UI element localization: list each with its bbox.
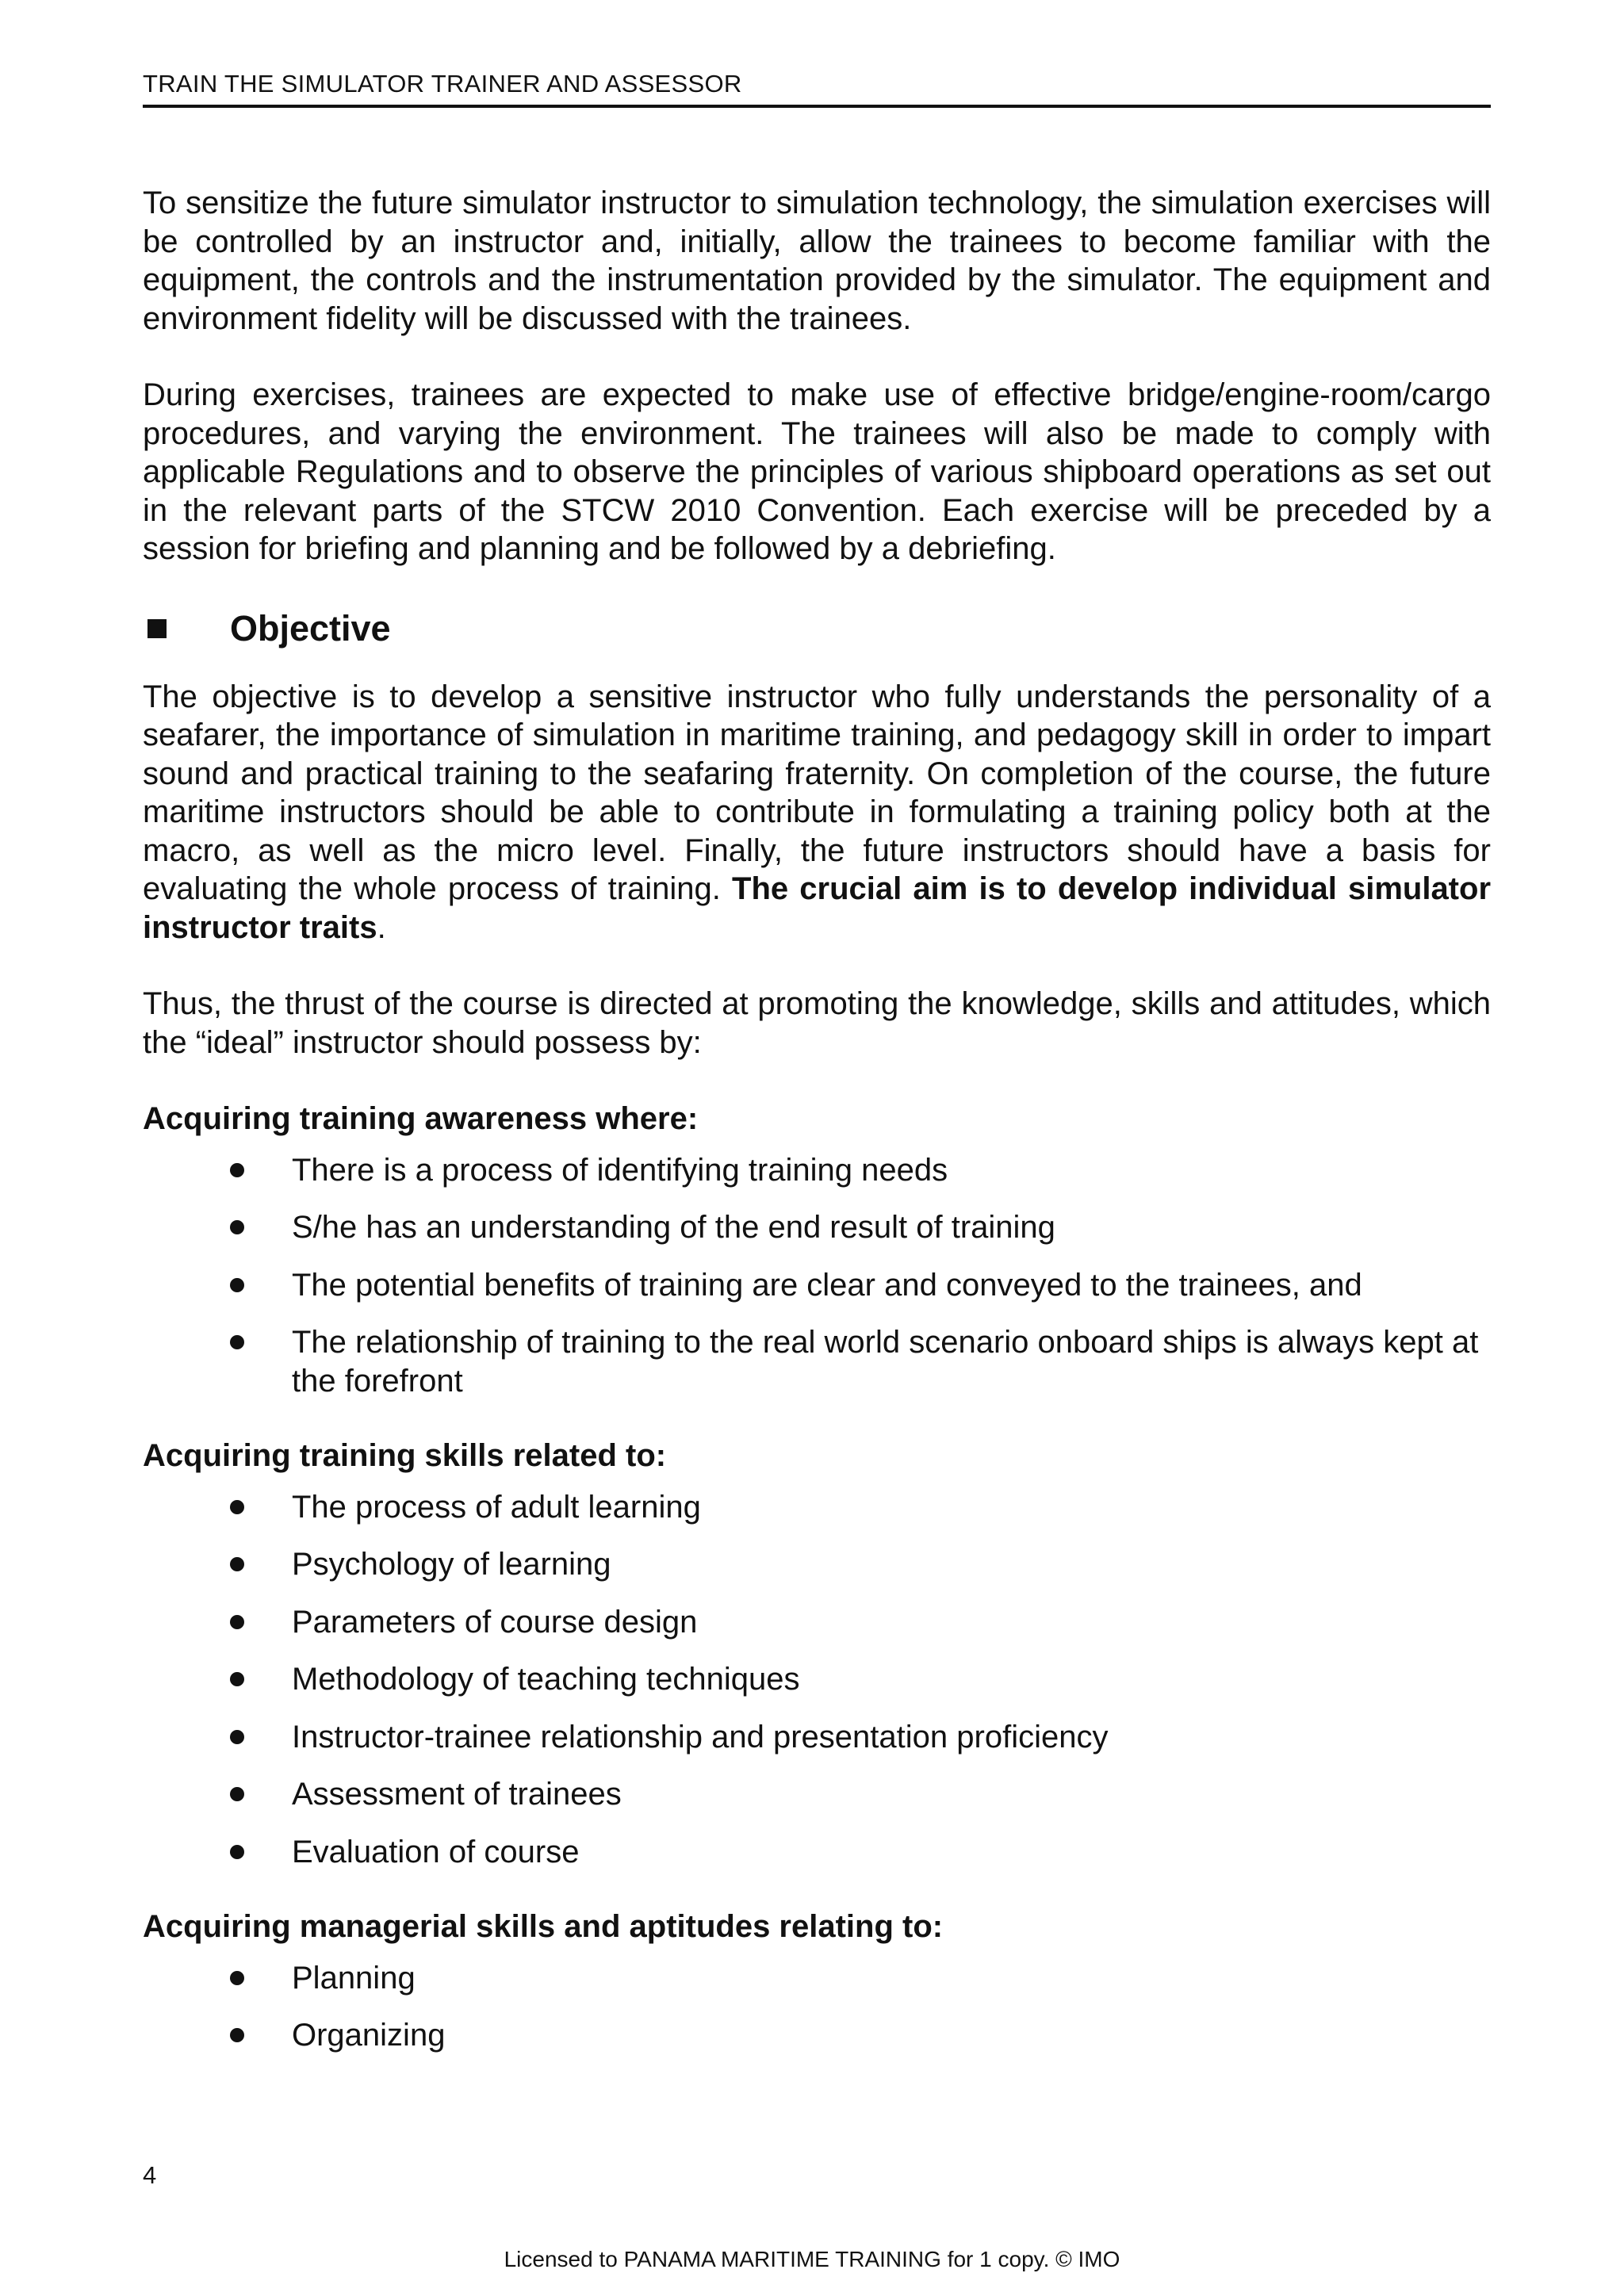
bullet-dot-icon xyxy=(230,1163,244,1177)
bullet-dot-icon xyxy=(230,1971,244,1985)
list-item xyxy=(143,1323,1491,1400)
list-item-text: The relationship of training to the real world scenario onboard ships is always kept at the forefront xyxy=(292,1325,1479,1399)
square-bullet-icon xyxy=(147,619,167,638)
list-item xyxy=(143,1266,1491,1305)
bullet-dot-icon xyxy=(230,1278,244,1292)
list-item-text: Methodology of teaching techniques xyxy=(292,1662,800,1697)
managerial-heading: Acquiring managerial skills and aptitudes relating to: xyxy=(143,1909,944,1944)
objective-paragraph-end: . xyxy=(377,909,386,945)
page-number: 4 xyxy=(143,2161,157,2189)
list-item xyxy=(143,1545,1491,1584)
objective-paragraph-text: The objective is to develop a sensitive instructor who fully understands the personality of a seafarer, the importance of simulation in maritime training, and pedagogy skill in order to impart sound and practical training to the seafaring fraternity. On completion of the course, the future maritime instructors should be able to contribute in formulating a training policy both at the macro, as well as the micro level. Finally, the future instructors should have a basis for evaluating the whole process of training. xyxy=(143,679,1491,906)
list-item-text: Organizing xyxy=(292,2018,446,2053)
list-item-text: Planning xyxy=(292,1960,416,1996)
list-item-text: Instructor-trainee relationship and presentation proficiency xyxy=(292,1719,1109,1755)
skills-heading: Acquiring training skills related to: xyxy=(143,1438,667,1473)
list-item xyxy=(143,1775,1491,1814)
list-item xyxy=(143,1151,1491,1190)
bullet-dot-icon xyxy=(230,1672,244,1686)
bullet-dot-icon xyxy=(230,1787,244,1801)
intro-paragraph-2: During exercises, trainees are expected to make use of effective bridge/engine-room/cargo procedures, and varying the environment. The trainees will also be made to comply with applicable Regulations and to observe the principles of various shipboard operations as set out in the relevant parts of the STCW 2010 Convention. Each exercise will be preceded by a session for briefing and planning and be followed by a debriefing. xyxy=(143,377,1491,566)
objective-paragraph-2: Thus, the thrust of the course is directed at promoting the knowledge, skills and attitudes, which the “ideal” instructor should possess by: xyxy=(143,986,1491,1060)
objective-heading xyxy=(143,607,1491,651)
skills-list xyxy=(143,1488,1491,1872)
list-item xyxy=(143,2016,1491,2055)
bullet-dot-icon xyxy=(230,1730,244,1744)
intro-paragraph-1: To sensitize the future simulator instructor to simulation technology, the simulation exercises will be controlled by an instructor and, initially, allow the trainees to become familiar with the equipment, the controls and the instrumentation provided by the simulator. The equipment and environment fidelity will be discussed with the trainees. xyxy=(143,186,1491,336)
list-item xyxy=(143,1959,1491,1998)
list-item xyxy=(143,1833,1491,1872)
main-content xyxy=(143,184,1491,2091)
objective-key-aim: The crucial aim is to develop individual simulator instructor traits xyxy=(143,871,1492,945)
awareness-heading: Acquiring training awareness where: xyxy=(143,1101,699,1136)
bullet-dot-icon xyxy=(230,1845,244,1859)
bullet-dot-icon xyxy=(230,1557,244,1571)
list-item-text: The potential benefits of training are clear and conveyed to the trainees, and xyxy=(292,1267,1362,1303)
license-footer: Licensed to PANAMA MARITIME TRAINING for 1 copy. © IMO xyxy=(504,2247,1120,2271)
list-item-text: Psychology of learning xyxy=(292,1547,611,1582)
list-item xyxy=(143,1208,1491,1247)
running-header: TRAIN THE SIMULATOR TRAINER AND ASSESSOR xyxy=(143,70,1491,108)
list-item xyxy=(143,1718,1491,1757)
bullet-dot-icon xyxy=(230,1500,244,1514)
list-item-text: Assessment of trainees xyxy=(292,1777,622,1812)
list-item-text: Parameters of course design xyxy=(292,1604,698,1640)
list-item-text: Evaluation of course xyxy=(292,1834,580,1869)
awareness-list xyxy=(143,1151,1491,1401)
list-item-text: The process of adult learning xyxy=(292,1489,701,1525)
list-item-text: S/he has an understanding of the end result of training xyxy=(292,1210,1055,1245)
managerial-list xyxy=(143,1959,1491,2055)
objective-heading-text: Objective xyxy=(230,607,391,649)
list-item xyxy=(143,1488,1491,1527)
list-item xyxy=(143,1660,1491,1699)
bullet-dot-icon xyxy=(230,1335,244,1349)
objective-paragraph-1 xyxy=(143,678,1491,947)
list-item xyxy=(143,1603,1491,1642)
list-item-text: There is a process of identifying training needs xyxy=(292,1152,948,1188)
bullet-dot-icon xyxy=(230,1615,244,1629)
bullet-dot-icon xyxy=(230,2028,244,2042)
bullet-dot-icon xyxy=(230,1220,244,1234)
